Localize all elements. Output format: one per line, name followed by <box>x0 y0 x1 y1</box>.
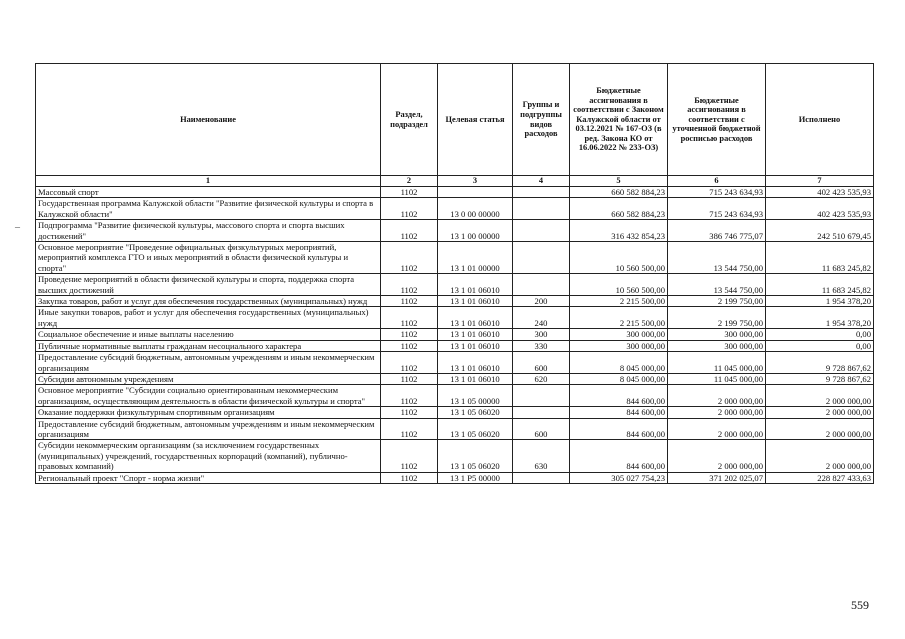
row-name: Субсидии некоммерческим организациям (за исключением государственных (муниципальных) учреждений, государственных корпораций (компаний), публично-правовых компаний) <box>36 440 381 472</box>
col-number: 2 <box>381 176 438 187</box>
row-refined-amount: 2 199 750,00 <box>668 307 766 329</box>
page-number: 559 <box>851 598 869 612</box>
header-refined-allocations: Бюджетные ассигнования в соответствии с уточненной бюджетной росписью расходов <box>668 64 766 176</box>
row-name: Закупка товаров, работ и услуг для обеспечения государственных (муниципальных) нужд <box>36 296 381 307</box>
row-executed-amount: 2 000 000,00 <box>766 385 874 407</box>
table-row <box>36 340 874 351</box>
row-law-amount: 305 027 754,23 <box>570 472 668 483</box>
row-section: 1102 <box>381 407 438 418</box>
row-target: 13 1 01 00000 <box>438 242 513 274</box>
table-header-row <box>36 64 874 176</box>
row-section: 1102 <box>381 187 438 198</box>
row-refined-amount: 2 199 750,00 <box>668 296 766 307</box>
row-executed-amount: 402 423 535,93 <box>766 198 874 220</box>
row-name: Государственная программа Калужской области "Развитие физической культуры и спорта в Калужской области" <box>36 198 381 220</box>
row-executed-amount: 0,00 <box>766 329 874 340</box>
row-law-amount: 300 000,00 <box>570 329 668 340</box>
row-group: 630 <box>513 440 570 472</box>
row-name: Социальное обеспечение и иные выплаты населению <box>36 329 381 340</box>
row-target: 13 1 01 06010 <box>438 329 513 340</box>
row-executed-amount: 0,00 <box>766 340 874 351</box>
row-section: 1102 <box>381 352 438 374</box>
row-target: 13 1 00 00000 <box>438 220 513 242</box>
header-section: Раздел, подраздел <box>381 64 438 176</box>
row-refined-amount: 13 544 750,00 <box>668 274 766 296</box>
row-law-amount: 316 432 854,23 <box>570 220 668 242</box>
row-group <box>513 385 570 407</box>
row-law-amount: 8 045 000,00 <box>570 373 668 384</box>
row-refined-amount: 300 000,00 <box>668 329 766 340</box>
row-refined-amount: 2 000 000,00 <box>668 385 766 407</box>
row-section: 1102 <box>381 373 438 384</box>
table-row <box>36 373 874 384</box>
row-section: 1102 <box>381 274 438 296</box>
row-name: Региональный проект "Спорт - норма жизни" <box>36 472 381 483</box>
row-target: 13 0 00 00000 <box>438 198 513 220</box>
row-section: 1102 <box>381 440 438 472</box>
table-row <box>36 407 874 418</box>
row-target: 13 1 05 00000 <box>438 385 513 407</box>
row-law-amount: 300 000,00 <box>570 340 668 351</box>
table-row <box>36 242 874 274</box>
header-groups: Группы и подгруппы видов расходов <box>513 64 570 176</box>
table-row <box>36 296 874 307</box>
row-target: 13 1 05 06020 <box>438 440 513 472</box>
row-refined-amount: 11 045 000,00 <box>668 373 766 384</box>
table-row <box>36 307 874 329</box>
col-number: 6 <box>668 176 766 187</box>
row-section: 1102 <box>381 329 438 340</box>
col-number: 4 <box>513 176 570 187</box>
row-group: 200 <box>513 296 570 307</box>
row-group <box>513 472 570 483</box>
row-executed-amount: 11 683 245,82 <box>766 242 874 274</box>
col-number: 3 <box>438 176 513 187</box>
row-target: 13 1 01 06010 <box>438 340 513 351</box>
row-section: 1102 <box>381 340 438 351</box>
row-group: 600 <box>513 418 570 440</box>
table-row <box>36 472 874 483</box>
row-target: 13 1 01 06010 <box>438 307 513 329</box>
row-executed-amount: 11 683 245,82 <box>766 274 874 296</box>
row-law-amount: 10 560 500,00 <box>570 242 668 274</box>
table-row <box>36 274 874 296</box>
row-name: Массовый спорт <box>36 187 381 198</box>
row-section: 1102 <box>381 307 438 329</box>
row-name: Публичные нормативные выплаты гражданам несоциального характера <box>36 340 381 351</box>
row-group: 300 <box>513 329 570 340</box>
row-section: 1102 <box>381 418 438 440</box>
row-name: Проведение мероприятий в области физической культуры и спорта, поддержка спорта высших достижений <box>36 274 381 296</box>
row-target: 13 1 P5 00000 <box>438 472 513 483</box>
table-row <box>36 352 874 374</box>
row-section: 1102 <box>381 220 438 242</box>
row-target: 13 1 05 06020 <box>438 407 513 418</box>
row-executed-amount: 1 954 378,20 <box>766 307 874 329</box>
row-name: Основное мероприятие "Проведение официальных физкультурных мероприятий, мероприятий комплекса ГТО и иных мероприятий в области физической культуры и спорта" <box>36 242 381 274</box>
row-group: 620 <box>513 373 570 384</box>
row-refined-amount: 2 000 000,00 <box>668 440 766 472</box>
row-section: 1102 <box>381 385 438 407</box>
row-target: 13 1 01 06010 <box>438 296 513 307</box>
row-section: 1102 <box>381 242 438 274</box>
row-executed-amount: 402 423 535,93 <box>766 187 874 198</box>
row-refined-amount: 2 000 000,00 <box>668 418 766 440</box>
row-law-amount: 2 215 500,00 <box>570 296 668 307</box>
table-row <box>36 220 874 242</box>
row-name: Оказание поддержки физкультурным спортивным организациям <box>36 407 381 418</box>
table-row <box>36 385 874 407</box>
row-refined-amount: 715 243 634,93 <box>668 187 766 198</box>
row-refined-amount: 2 000 000,00 <box>668 407 766 418</box>
row-refined-amount: 13 544 750,00 <box>668 242 766 274</box>
row-refined-amount: 715 243 634,93 <box>668 198 766 220</box>
row-group <box>513 242 570 274</box>
row-law-amount: 844 600,00 <box>570 385 668 407</box>
row-group: 240 <box>513 307 570 329</box>
row-refined-amount: 371 202 025,07 <box>668 472 766 483</box>
header-executed: Исполнено <box>766 64 874 176</box>
table-row <box>36 187 874 198</box>
row-target: 13 1 01 06010 <box>438 352 513 374</box>
row-law-amount: 844 600,00 <box>570 418 668 440</box>
row-group <box>513 220 570 242</box>
row-executed-amount: 2 000 000,00 <box>766 407 874 418</box>
row-name: Предоставление субсидий бюджетным, автономным учреждениям и иным некоммерческим организациям <box>36 352 381 374</box>
col-number: 5 <box>570 176 668 187</box>
row-law-amount: 844 600,00 <box>570 440 668 472</box>
row-law-amount: 660 582 884,23 <box>570 187 668 198</box>
row-group: 330 <box>513 340 570 351</box>
row-name: Субсидии автономным учреждениям <box>36 373 381 384</box>
row-target <box>438 187 513 198</box>
row-name: Основное мероприятие "Субсидии социально ориентированным некоммерческим организациям, осуществляющим деятельность в области физической культуры и спорта" <box>36 385 381 407</box>
table-row <box>36 198 874 220</box>
table-row <box>36 418 874 440</box>
row-name: Иные закупки товаров, работ и услуг для обеспечения государственных (муниципальных) нужд <box>36 307 381 329</box>
row-section: 1102 <box>381 198 438 220</box>
row-law-amount: 8 045 000,00 <box>570 352 668 374</box>
row-law-amount: 844 600,00 <box>570 407 668 418</box>
row-group <box>513 187 570 198</box>
col-number: 7 <box>766 176 874 187</box>
row-law-amount: 2 215 500,00 <box>570 307 668 329</box>
row-executed-amount: 228 827 433,63 <box>766 472 874 483</box>
row-group: 600 <box>513 352 570 374</box>
row-name: Подпрограмма "Развитие физической культуры, массового спорта и спорта высших достижений" <box>36 220 381 242</box>
row-group <box>513 407 570 418</box>
table-row <box>36 329 874 340</box>
row-refined-amount: 300 000,00 <box>668 340 766 351</box>
row-law-amount: 660 582 884,23 <box>570 198 668 220</box>
row-target: 13 1 05 06020 <box>438 418 513 440</box>
row-group <box>513 274 570 296</box>
table-row <box>36 440 874 472</box>
header-target: Целевая статья <box>438 64 513 176</box>
column-numbers-row <box>36 176 874 187</box>
row-executed-amount: 1 954 378,20 <box>766 296 874 307</box>
margin-mark: – <box>15 222 20 233</box>
budget-execution-table <box>35 63 874 484</box>
col-number: 1 <box>36 176 381 187</box>
row-law-amount: 10 560 500,00 <box>570 274 668 296</box>
row-target: 13 1 01 06010 <box>438 373 513 384</box>
header-law-allocations: Бюджетные ассигнования в соответствии с Законом Калужской области от 03.12.2021 № 167-ОЗ (в ред. Закона КО от 16.06.2022 № 233-ОЗ) <box>570 64 668 176</box>
row-section: 1102 <box>381 472 438 483</box>
row-executed-amount: 2 000 000,00 <box>766 440 874 472</box>
row-executed-amount: 242 510 679,45 <box>766 220 874 242</box>
header-name: Наименование <box>36 64 381 176</box>
row-executed-amount: 9 728 867,62 <box>766 373 874 384</box>
row-refined-amount: 386 746 775,07 <box>668 220 766 242</box>
row-executed-amount: 9 728 867,62 <box>766 352 874 374</box>
row-group <box>513 198 570 220</box>
row-section: 1102 <box>381 296 438 307</box>
row-refined-amount: 11 045 000,00 <box>668 352 766 374</box>
row-executed-amount: 2 000 000,00 <box>766 418 874 440</box>
row-target: 13 1 01 06010 <box>438 274 513 296</box>
row-name: Предоставление субсидий бюджетным, автономным учреждениям и иным некоммерческим организациям <box>36 418 381 440</box>
